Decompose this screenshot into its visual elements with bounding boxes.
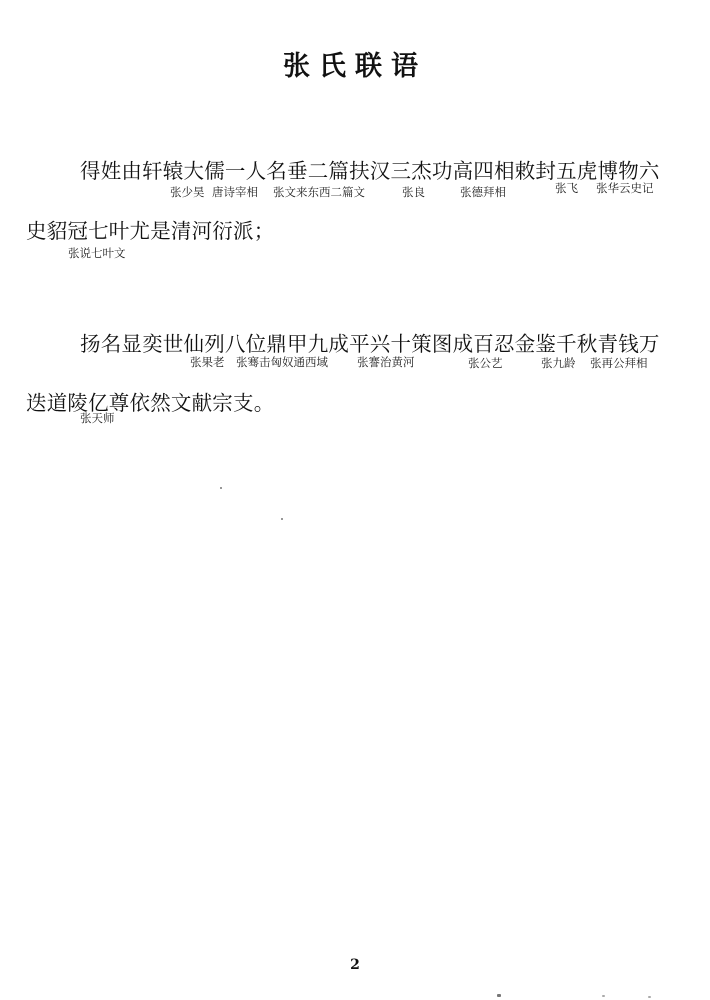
annotation: 张公艺 [468, 356, 503, 370]
scan-speck [602, 995, 605, 997]
annotation: 张再公拜相 [590, 356, 648, 370]
annotation: 张德拜相 [460, 185, 506, 199]
scan-speck [220, 487, 222, 489]
annotation: 唐诗宰相 [212, 185, 258, 199]
scan-speck [648, 996, 651, 998]
annotation: 张天师 [80, 411, 115, 425]
annotation: 张说七叶文 [68, 246, 126, 260]
annotation: 张文来东西二篇文 [273, 185, 365, 199]
couplet-1-line-1: 得姓由轩辕大儒一人名垂二篇扶汉三杰功高四相敕封五虎博物六 [80, 159, 660, 183]
scan-speck [281, 518, 283, 520]
document-title: 张氏联语 [283, 51, 427, 82]
annotation: 张謇治黄河 [357, 355, 415, 369]
scan-speck [497, 994, 501, 997]
page-number: 2 [350, 957, 360, 973]
annotation: 张良 [402, 185, 425, 199]
annotation: 张九龄 [541, 356, 576, 370]
annotation: 张飞 [555, 181, 578, 195]
annotation: 张果老 [190, 355, 225, 369]
annotation: 张华云史记 [596, 181, 654, 195]
annotation: 张骞击匈奴通西域 [236, 355, 328, 369]
couplet-2-line-1: 扬名显奕世仙列八位鼎甲九成平兴十策图成百忍金鉴千秋青钱万 [80, 332, 660, 356]
couplet-2-line-2: 迭道陵亿尊依然文献宗支。 [26, 391, 275, 415]
couplet-1-line-2: 史貂冠七叶尤是清河衍派； [26, 219, 275, 243]
annotation: 张少昊 [170, 185, 205, 199]
